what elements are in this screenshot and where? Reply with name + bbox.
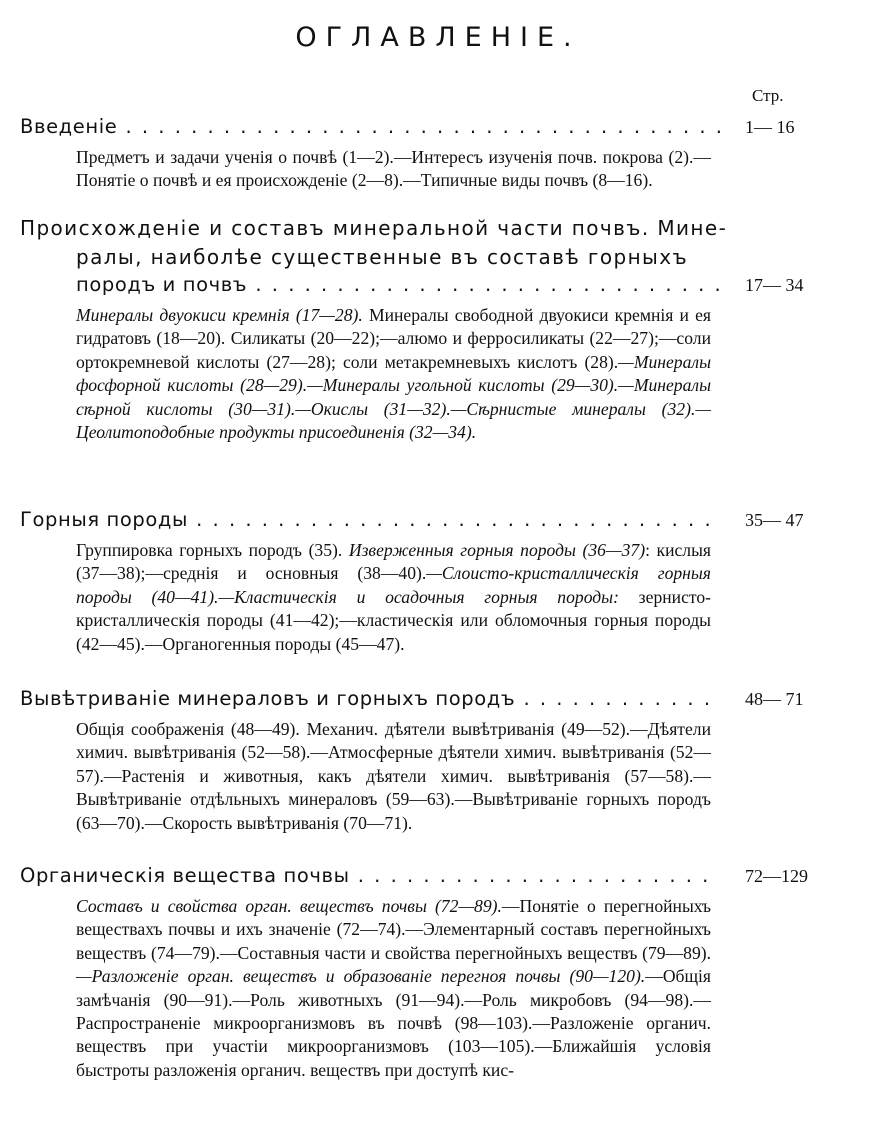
toc-description: Предметъ и задачи ученія о почвѣ (1—2).—Интересъ изученія почв. покрова (2).—Понятіе о почвѣ и ея происхожденіе (2—8).—Типичные виды почвъ (8—16). xyxy=(76,147,711,191)
toc-description: Группировка горныхъ породъ (35). Изверженныя горныя породы (36—37): кислыя (37—38);—среднія и основныя (38—40).—Слоисто-кристаллическія горныя породы (40—41).—Кластическія и осадочныя горныя породы: зернисто-кристаллическія породы (41—42);—кластическія или обломочныя горныя породы (42—45).—Органогенныя породы (45—47). xyxy=(76,540,711,654)
toc-entry-rocks xyxy=(20,507,860,656)
toc-entry-introduction xyxy=(20,114,860,193)
toc-page-range: 35— 47 xyxy=(745,510,804,530)
page-title: ОГЛАВЛЕНІЕ. xyxy=(295,22,581,53)
toc-entry-organic-matter xyxy=(20,863,860,1082)
toc-description: Составъ и свойства орган. веществъ почвы (72—89).—Понятіе о перегнойныхъ веществахъ почвы и ихъ значеніе (72—74).—Элементарный составъ перегнойныхъ веществъ (74—79).—Составныя части и свойства перегнойныхъ веществъ (79—89).—Разложеніе орган. веществъ и образованіе перегноя почвы (90—120).—Общія замѣчанія (90—91).—Роль животныхъ (91—94).—Роль микробовъ (94—98).—Распространеніе микроорганизмовъ въ почвѣ (98—103).—Разложеніе органич. веществъ при участіи микроорганизмовъ (103—105).—Ближайшія условія быстроты разложенія органич. веществъ при доступѣ кис- xyxy=(76,896,712,1080)
toc-heading-cont: ралы, наиболѣе существенные въ составѣ горныхъ xyxy=(76,245,689,269)
toc-description: Минералы двуокиси кремнія (17—28). Минералы свободной двуокиси кремнія и ея гидратовъ (18—20). Силикаты (20—22);—алюмо и ферросиликаты (22—27);—соли ортокремневой кислоты (27—28); соли метакремневыхъ кислотъ (28).—Минералы фосфорной кислоты (28—29).—Минералы угольной кислоты (29—30).—Минералы сѣрной кислоты (30—31).—Окислы (31—32).—Сѣрнистые минералы (32).—Цеолитоподобные продукты присоединенія (32—34). xyxy=(76,305,711,443)
toc-page-range: 48— 71 xyxy=(745,689,804,709)
toc-heading-cont: породъ и почвъ . . . xyxy=(76,272,720,298)
toc-description: Общія соображенія (48—49). Механич. дѣятели вывѣтриванія (49—52).—Дѣятели химич. вывѣтриванія (52—58).—Атмосферные дѣятели химич. вывѣтриванія (52—57).—Растенія и животныя, какъ дѣятели химич. вывѣтриванія (57—58).—Вывѣтриваніе отдѣльныхъ минераловъ (59—63).—Вывѣтриваніе горныхъ породъ (63—70).—Скорость вывѣтриванія (70—71). xyxy=(76,719,711,833)
toc-heading: Происхожденіе и составъ минеральной части почвъ. Мине- xyxy=(20,216,728,240)
toc-page-range: 17— 34 xyxy=(745,275,804,295)
page-column-label: Стр. xyxy=(752,86,784,105)
toc-heading: Горныя породы . . . xyxy=(20,507,720,533)
toc-heading: Вывѣтриваніе минераловъ и горныхъ породъ . . . xyxy=(20,686,720,712)
toc-entry-mineral-part xyxy=(20,214,860,444)
toc-heading: Органическія вещества почвы . . . xyxy=(20,863,720,889)
toc-page-range: 1— 16 xyxy=(745,117,795,137)
toc-heading: Введеніе . . . xyxy=(20,114,720,140)
toc-page-range: 72—129 xyxy=(745,866,808,886)
toc-entry-weathering xyxy=(20,686,860,835)
